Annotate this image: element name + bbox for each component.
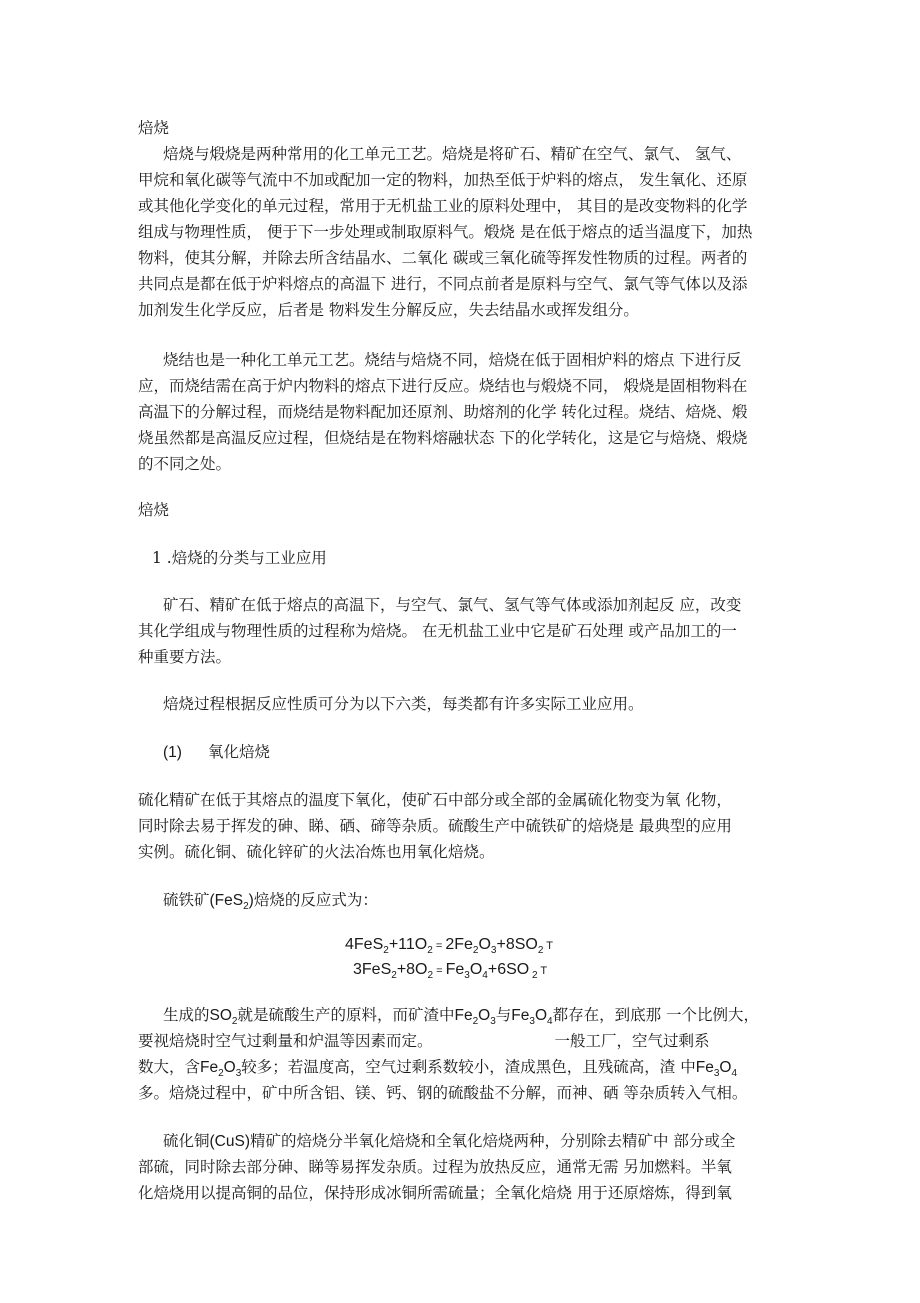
equation-2 bbox=[353, 960, 547, 986]
reaction-intro bbox=[163, 890, 378, 917]
p6-line3-d: 较多；若温度高，空气过剩系数较小，渣成黑色，且残硫高，渣 中 bbox=[241, 1058, 696, 1076]
para1-line5: 物料，使其分解，并除去所含结晶水、二氧化 碳或三氧化硫等挥发性物质的过程。两者的 bbox=[138, 249, 748, 267]
p6-o-a: O bbox=[478, 1007, 491, 1024]
p6-text-i: 都存在，到底那 一个比例大， bbox=[552, 1006, 760, 1024]
para1-line3: 或其他化学变化的单元过程，常用于无机盐工业的原料处理中， 其目的是改变物料的化学 bbox=[138, 197, 748, 215]
reaction-intro-suffix: 焙烧的反应式为： bbox=[253, 891, 378, 909]
p6-o-a-sub: 3 bbox=[490, 1016, 496, 1028]
subsection-heading bbox=[163, 742, 270, 763]
para1-line6: 共同点是都在低于炉料熔点的高温下 进行，不同点前者是原料与空气、氯气等气体以及添 bbox=[138, 275, 748, 293]
para3-line1: 矿石、精矿在低于熔点的高温下，与空气、氯气、氢气等气体或添加剂起反 应，改变 bbox=[163, 596, 742, 614]
formula-sub: 2 bbox=[243, 901, 249, 913]
eq1-d-sub: 3 bbox=[490, 945, 497, 957]
eq1-e-sub: 2 bbox=[537, 945, 544, 957]
eq2-a: 3FeS bbox=[353, 961, 392, 978]
p6-fe-c-sub: 2 bbox=[218, 1068, 224, 1080]
eq2-d: O bbox=[469, 961, 483, 978]
eq2-b: +8O bbox=[396, 961, 428, 978]
heading-roasting: 焙烧 bbox=[138, 119, 170, 137]
p6-o-c-sub: 3 bbox=[235, 1068, 242, 1080]
eq2-gas-arrow: T bbox=[537, 965, 548, 977]
p7-cus: (CuS) bbox=[209, 1133, 250, 1150]
para1-line4: 组成与物理性质， 便于下一步处理或制取原料气。煅烧 是在低于熔点的适当温度下，加热 bbox=[138, 223, 753, 241]
p6-line2-a: 要视焙烧时空气过剩量和炉温等因素而定。 bbox=[138, 1032, 433, 1050]
formula-fes2 bbox=[209, 892, 254, 913]
eq1-c-sub: 2 bbox=[472, 945, 479, 957]
eq2-b-sub: 2 bbox=[427, 970, 434, 982]
p6-so-sub: 2 bbox=[231, 1016, 238, 1028]
p6-o-c: O bbox=[223, 1059, 236, 1076]
reaction-intro-prefix: 硫铁矿 bbox=[163, 891, 210, 909]
p6-line2-b: 一般工厂，空气过剩系 bbox=[554, 1032, 710, 1050]
eq2-c-sub: 3 bbox=[464, 970, 470, 982]
formula-text: (FeS bbox=[209, 892, 244, 909]
para2-line1: 烧结也是一种化工单元工艺。烧结与焙烧不同，焙烧在低于固相炉料的熔点 下进行反 bbox=[163, 351, 742, 369]
para3-line3: 种重要方法。 bbox=[138, 648, 232, 666]
p6-and: 与 bbox=[495, 1006, 512, 1024]
p6-o-b: O bbox=[534, 1007, 548, 1024]
subsection-title: 氧化焙烧 bbox=[207, 743, 270, 761]
p6-text-a: 生成的 bbox=[163, 1006, 210, 1024]
p7-a: 硫化铜 bbox=[163, 1132, 210, 1150]
p6-o-d: O bbox=[719, 1059, 732, 1076]
eq2-e-sub: 2 bbox=[529, 970, 538, 982]
eq1-gas-arrow: T bbox=[543, 940, 553, 952]
p6-fe-b: Fe bbox=[511, 1007, 530, 1024]
equation-1 bbox=[345, 935, 553, 961]
para7-line3: 化焙烧用以提高铜的品位，保持形成冰铜所需硫量；全氧化焙烧 用于还原熔炼，得到氧 bbox=[138, 1184, 732, 1202]
eq1-d: O bbox=[478, 936, 491, 953]
heading-roasting-2: 焙烧 bbox=[138, 501, 170, 519]
eq1-b-sub: 2 bbox=[427, 945, 433, 957]
eq2-d-sub: 4 bbox=[482, 970, 488, 982]
section-title: 1 .焙烧的分类与工业应用 bbox=[152, 549, 327, 567]
para2-line2: 应，而烧结需在高于炉内物料的熔点下进行反应。烧结也与煅烧不同， 煅烧是固相物料在 bbox=[138, 377, 748, 395]
p6-fe-d-sub: 3 bbox=[713, 1068, 720, 1080]
para2-line5: 的不同之处。 bbox=[138, 455, 232, 473]
para6-line1 bbox=[163, 1005, 759, 1032]
eq1-c: 2Fe bbox=[445, 936, 473, 953]
para5-line2: 同时除去易于挥发的砷、睇、硒、碲等杂质。硫酸生产中硫铁矿的焙烧是 最典型的应用 bbox=[138, 817, 732, 835]
para3-line2: 其化学组成与物理性质的过程称为焙烧。 在无机盐工业中它是矿石处理 或产品加工的一 bbox=[138, 622, 737, 640]
para2-line3: 高温下的分解过程，而烧结是物料配加还原剂、助熔剂的化学 转化过程。烧结、焙烧、煅 bbox=[138, 403, 748, 421]
eq1-a: 4FeS bbox=[345, 936, 384, 953]
eq1-equals: = bbox=[432, 940, 446, 952]
eq2-c: Fe bbox=[445, 961, 465, 978]
para6-line2 bbox=[138, 1031, 710, 1051]
eq1-b: +11O bbox=[388, 936, 428, 953]
para6-line4: 多。焙烧过程中，矿中所含铝、镁、钙、钢的硫酸盐不分解，而神、硒 等杂质转入气相。 bbox=[138, 1084, 748, 1102]
eq2-equals: = bbox=[433, 965, 446, 977]
subsection-number: (1) bbox=[163, 744, 182, 761]
p6-line3-a: 数大，含 bbox=[138, 1058, 201, 1076]
p6-fe-c: Fe bbox=[200, 1059, 219, 1076]
para7-line1 bbox=[163, 1131, 735, 1152]
p6-fe-d: Fe bbox=[695, 1059, 714, 1076]
para5-line1: 硫化精矿在低于其熔点的温度下氧化，使矿石中部分或全部的金属硫化物变为氧 化物， bbox=[138, 791, 732, 809]
para1-line1: 焙烧与煅烧是两种常用的化工单元工艺。焙烧是将矿石、精矿在空气、氯气、 氢气、 bbox=[163, 145, 742, 163]
para1-line2: 甲烷和氧化碳等气流中不加或配加一定的物料，加热至低于炉料的熔点， 发生氧化、还原 bbox=[138, 171, 748, 189]
para6-line3 bbox=[138, 1057, 737, 1084]
p7-c: 精矿的焙烧分半氧化焙烧和全氧化焙烧两种，分别除去精矿中 部分或全 bbox=[250, 1132, 736, 1150]
para7-line2: 部硫，同时除去部分砷、睇等易挥发杂质。过程为放热反应，通常无需 另加燃料。半氧 bbox=[138, 1158, 732, 1176]
p6-o-b-sub: 4 bbox=[547, 1016, 553, 1028]
p6-fe-a: Fe bbox=[454, 1007, 473, 1024]
eq2-e: +6SO bbox=[487, 961, 530, 978]
para5-line3: 实例。硫化铜、硫化锌矿的火法冶炼也用氧化焙烧。 bbox=[138, 843, 495, 861]
p6-text-c: 就是硫酸生产的原料，而矿渣中 bbox=[237, 1006, 455, 1024]
p6-o-d-sub: 4 bbox=[731, 1068, 738, 1080]
eq1-a-sub: 2 bbox=[383, 945, 389, 957]
formula-close: ) bbox=[248, 892, 254, 909]
para1-line7: 加剂发生化学反应，后者是 物料发生分解反应，失去结晶水或挥发组分。 bbox=[138, 301, 639, 319]
para2-line4: 烧虽然都是高温反应过程，但烧结是在物料熔融状态 下的化学转化，这是它与焙烧、煅烧 bbox=[138, 429, 748, 447]
p6-fe-a-sub: 2 bbox=[472, 1016, 479, 1028]
para4: 焙烧过程根据反应性质可分为以下六类，每类都有许多实际工业应用。 bbox=[163, 695, 644, 713]
eq2-a-sub: 2 bbox=[391, 970, 397, 982]
eq1-e: +8SO bbox=[496, 936, 538, 953]
p6-so: SO bbox=[209, 1007, 232, 1024]
p6-fe-b-sub: 3 bbox=[529, 1016, 535, 1028]
